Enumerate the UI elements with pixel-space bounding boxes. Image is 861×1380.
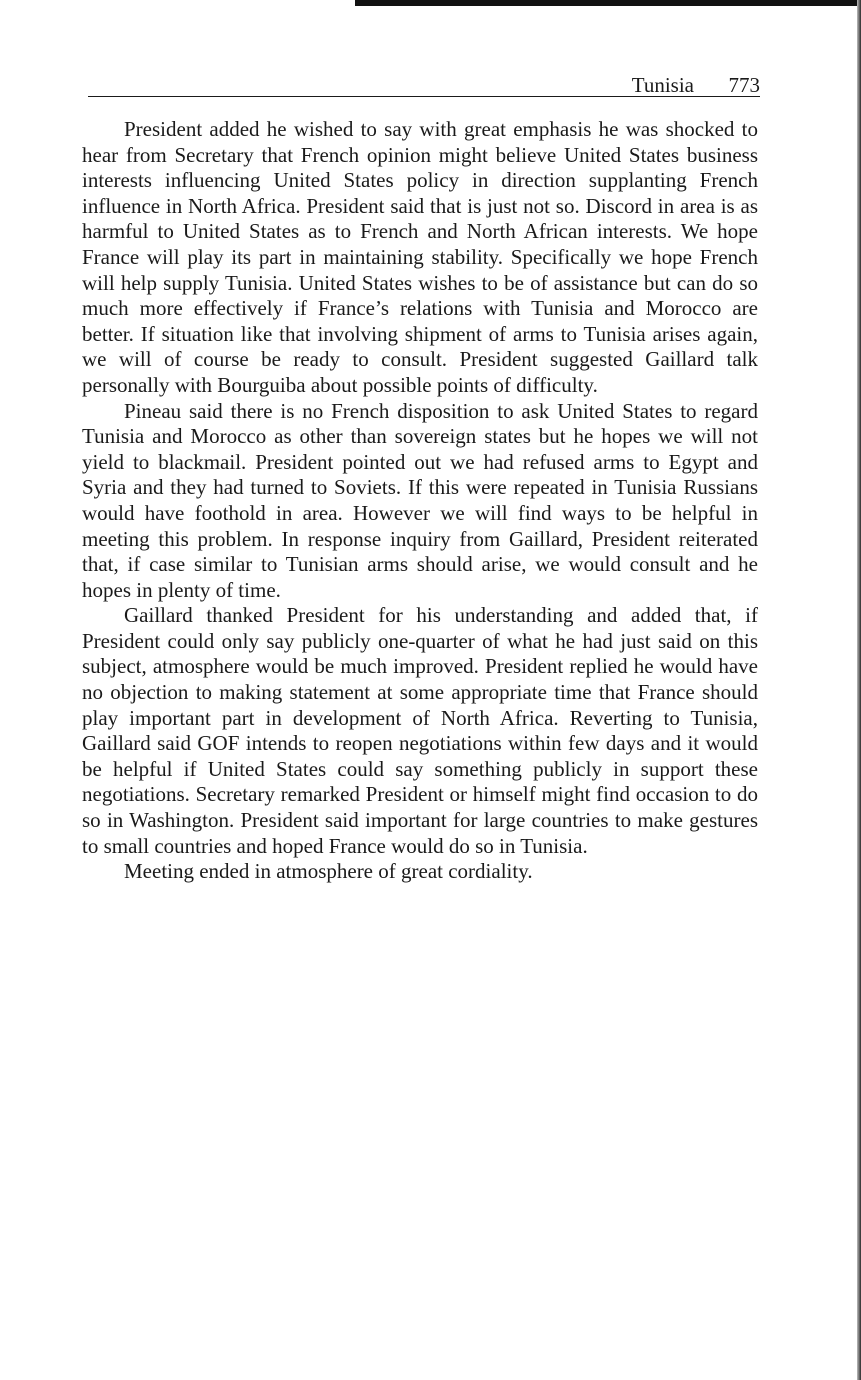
paragraph-president-emphasis: President added he wished to say with great emphasis he was shocked to hear from Secretary that French opinion might believe United States business interests influencing United States policy in direction supplanting French influence in North Africa. President said that is just not so. Discord in area is as harmful to United States as to French and North African interests. We hope France will play its part in maintaining stability. Specifically we hope French will help supply Tunisia. United States wishes to be of assistance but can do so much more effectively if France’s relations with Tunisia and Morocco are better. If situation like that involving shipment of arms to Tunisia arises again, we will of course be ready to consult. President suggested Gaillard talk personally with Bourguiba about possible points of difficulty. <box>82 117 758 397</box>
paragraph-meeting-ended: Meeting ended in atmosphere of great cordiality. <box>124 859 533 884</box>
paragraph-pineau: Pineau said there is no French disposition to ask United States to regard Tunisia and Morocco as other than sovereign states but he hopes we will not yield to blackmail. President pointed out we had refused arms to Egypt and Syria and they had turned to Soviets. If this were repeated in Tunisia Russians would have foothold in area. However we will find ways to be helpful in meeting this problem. In response inquiry from Gaillard, President reiterated that, if case similar to Tunisian arms should arise, we would consult and he hopes in plenty of time. <box>82 398 758 602</box>
scan-edge-top <box>355 0 861 6</box>
page-number: 773 <box>728 73 760 97</box>
running-head-title: Tunisia <box>631 73 694 97</box>
scan-edge-right <box>857 0 861 1380</box>
running-head <box>88 74 760 97</box>
body-text <box>82 117 758 885</box>
paragraph-gaillard: Gaillard thanked President for his understanding and added that, if President could only say publicly one-quarter of what he had just said on this subject, atmosphere would be much improved. President replied he would have no objection to making statement at some appropriate time that France should play important part in development of North Africa. Reverting to Tunisia, Gaillard said GOF intends to reopen negotiations within few days and it would be helpful if United States could say something publicly in support these negotiations. Secretary remarked President or himself might find occasion to do so in Washington. President said important for large countries to make gestures to small countries and hoped France would do so in Tunisia. <box>82 603 758 858</box>
